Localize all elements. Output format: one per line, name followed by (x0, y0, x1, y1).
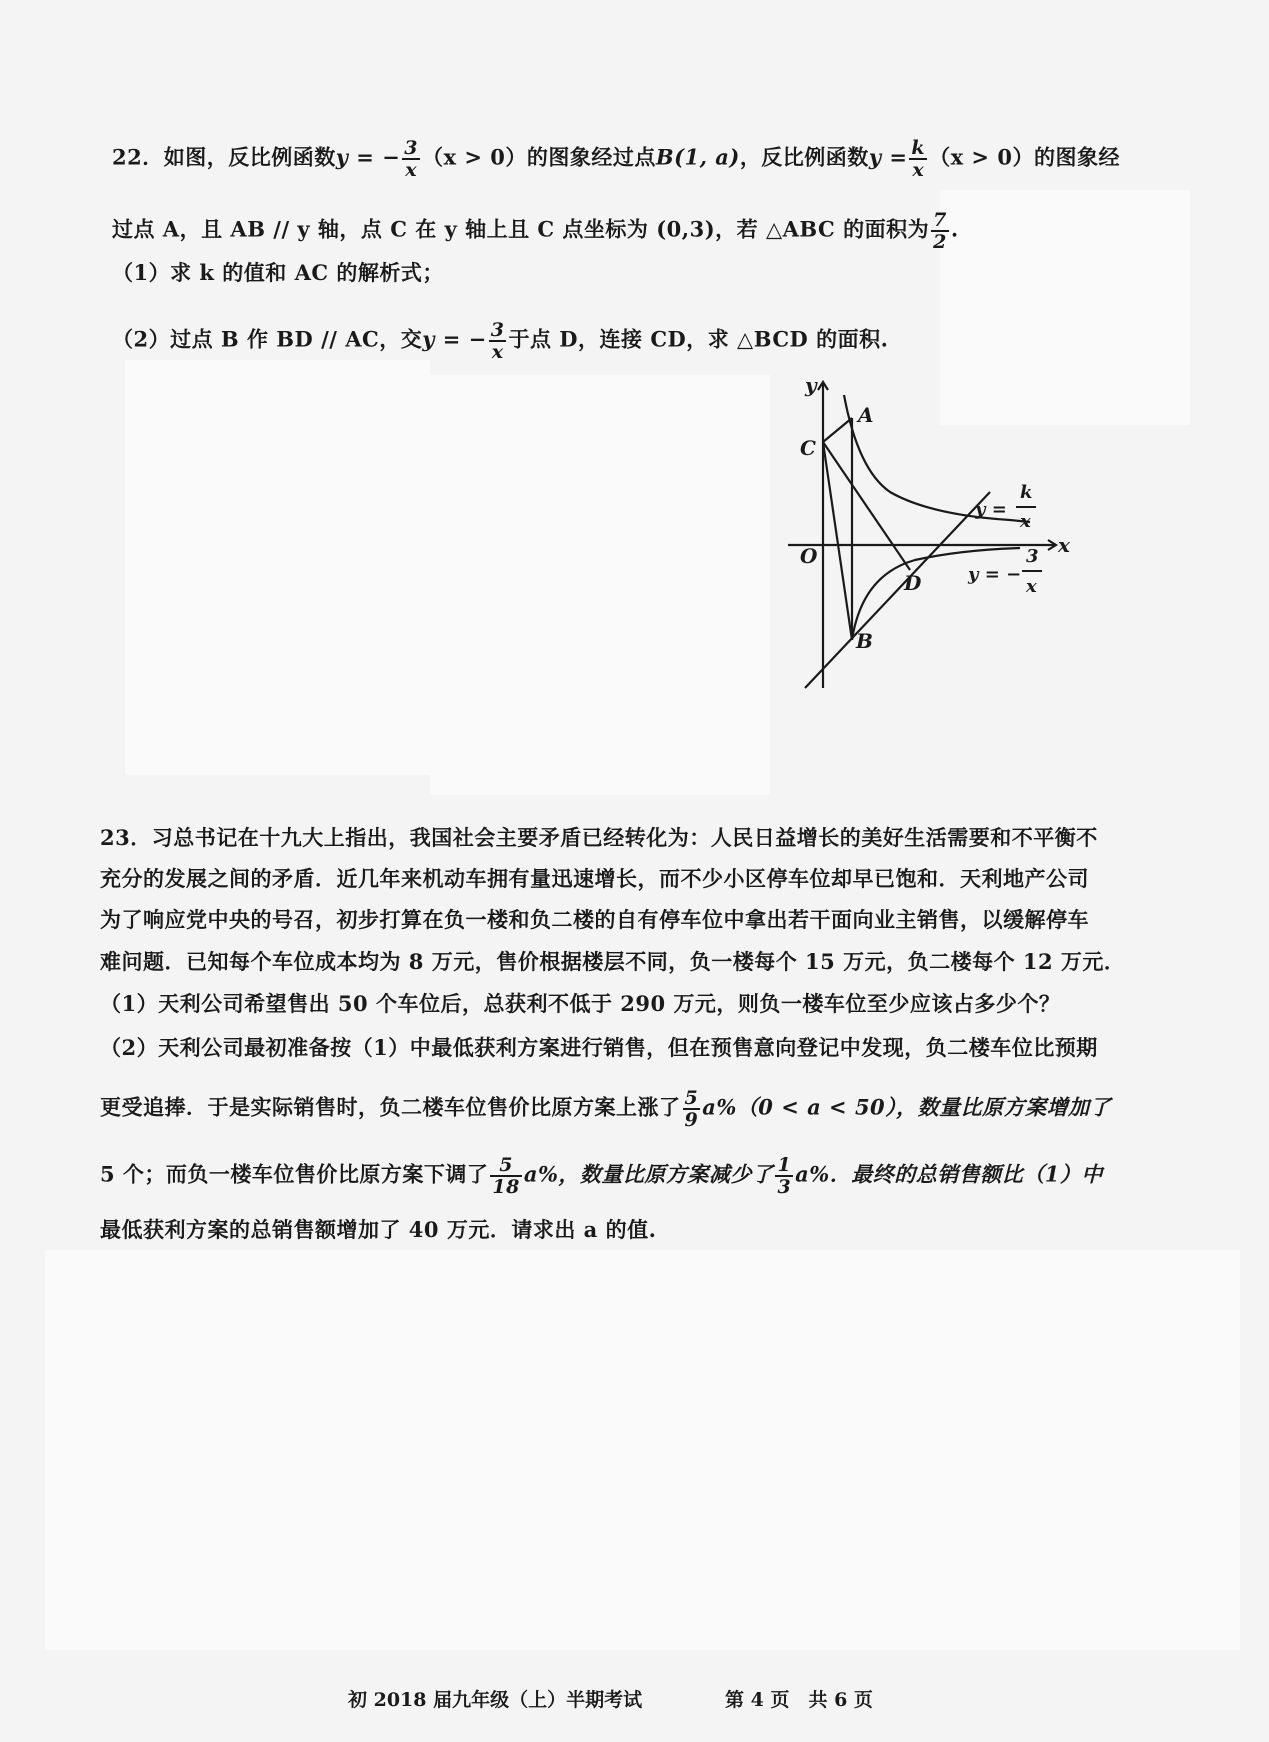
function-graph (780, 370, 1100, 690)
line-bd (805, 492, 990, 688)
q22-part1: （1）求 k 的值和 AC 的解析式； (112, 260, 444, 285)
curve-k-eq: y = (975, 499, 1007, 520)
answer-area-middle (430, 375, 770, 795)
y-axis-label: y (805, 373, 817, 397)
q23-line1: 23．习总书记在十九大上指出，我国社会主要矛盾已经转化为：人民日益增长的美好生活需要和不平衡不 (100, 825, 1098, 850)
q23-part1: （1）天利公司希望售出 50 个车位后，总获利不低于 290 万元，则负一楼车位至少应该占多少个？ (100, 991, 1061, 1016)
fraction: $\frac{5}{9}$ (684, 1087, 699, 1131)
q23-part2-line3: 5 个；而负一楼车位售价比原方案下调了 $\frac{5}{18}$ a%，数量比原方案减少了 $\frac{1}{3}$ a%．最终的总销售额比（1）中 (100, 1154, 1103, 1198)
curve-3-den: x (1026, 576, 1037, 597)
q23-part2-line1: （2）天利公司最初准备按（1）中最低获利方案进行销售，但在预售意向登记中发现，负二楼车位比预期 (100, 1035, 1098, 1060)
q23-part2-line2: 更受追捧．于是实际销售时，负二楼车位售价比原方案上涨了 $\frac{5}{9}$ a%（0 < a < 50），数量比原方案增加了 (100, 1087, 1112, 1131)
curve-neg-3-over-x (852, 548, 1020, 640)
curve-k-num: k (1020, 482, 1033, 503)
segment-ca (823, 418, 852, 442)
point-b-label: B (856, 629, 873, 653)
point-a-label: A (858, 403, 874, 427)
q23-part2-line4: 最低获利方案的总销售额增加了 40 万元．请求出 a 的值. (100, 1217, 657, 1242)
fraction: $\frac{k}{x}$ (911, 137, 926, 181)
segment-cd (823, 442, 910, 570)
segment-cb (823, 442, 852, 640)
point-d-label: D (904, 571, 922, 595)
footer-page-number: 第 4 页 共 6 页 (725, 1689, 873, 1711)
fraction: $\frac{3}{x}$ (490, 319, 505, 363)
fraction: $\frac{1}{3}$ (777, 1154, 792, 1198)
fraction: $\frac{7}{2}$ (933, 209, 947, 253)
answer-area-left (125, 360, 430, 775)
q22-line1: 22．如图，反比例函数y = − $\frac{3}{x}$ （x > 0）的图象经过点B(1, a)，反比例函数y = $\frac{k}{x}$ （x > 0）的图象经 (112, 137, 1120, 181)
fraction: $\frac{3}{x}$ (404, 137, 418, 181)
q23-line3: 为了响应党中央的号召，初步打算在负一楼和负二楼的自有停车位中拿出若干面向业主销售，以缓解停车 (100, 907, 1089, 932)
fraction: $\frac{5}{18}$ (492, 1154, 520, 1198)
q22-part2: （2）过点 B 作 BD // AC，交y = − $\frac{3}{x}$ 于点 D，连接 CD，求 △BCD 的面积. (112, 319, 889, 363)
q22-line2: 过点 A，且 AB // y 轴，点 C 在 y 轴上且 C 点坐标为 (0,3)，若 △ABC 的面积为 $\frac{7}{2}$ . (112, 209, 959, 253)
point-c-label: C (800, 436, 816, 460)
curve-3-eq: y = − (968, 564, 1022, 585)
x-axis-label: x (1058, 533, 1070, 557)
origin-label: O (800, 544, 818, 568)
footer-exam-title: 初 2018 届九年级（上）半期考试 (348, 1689, 643, 1711)
answer-area-q23 (45, 1250, 1240, 1650)
curve-k-den: x (1020, 511, 1031, 532)
q23-line2: 充分的发展之间的矛盾．近几年来机动车拥有量迅速增长，而不少小区停车位却早已饱和．天利地产公司 (100, 866, 1089, 891)
q23-line4: 难问题．已知每个车位成本均为 8 万元，售价根据楼层不同，负一楼每个 15 万元，负二楼每个 12 万元． (100, 949, 1126, 974)
curve-3-num: 3 (1026, 546, 1039, 567)
